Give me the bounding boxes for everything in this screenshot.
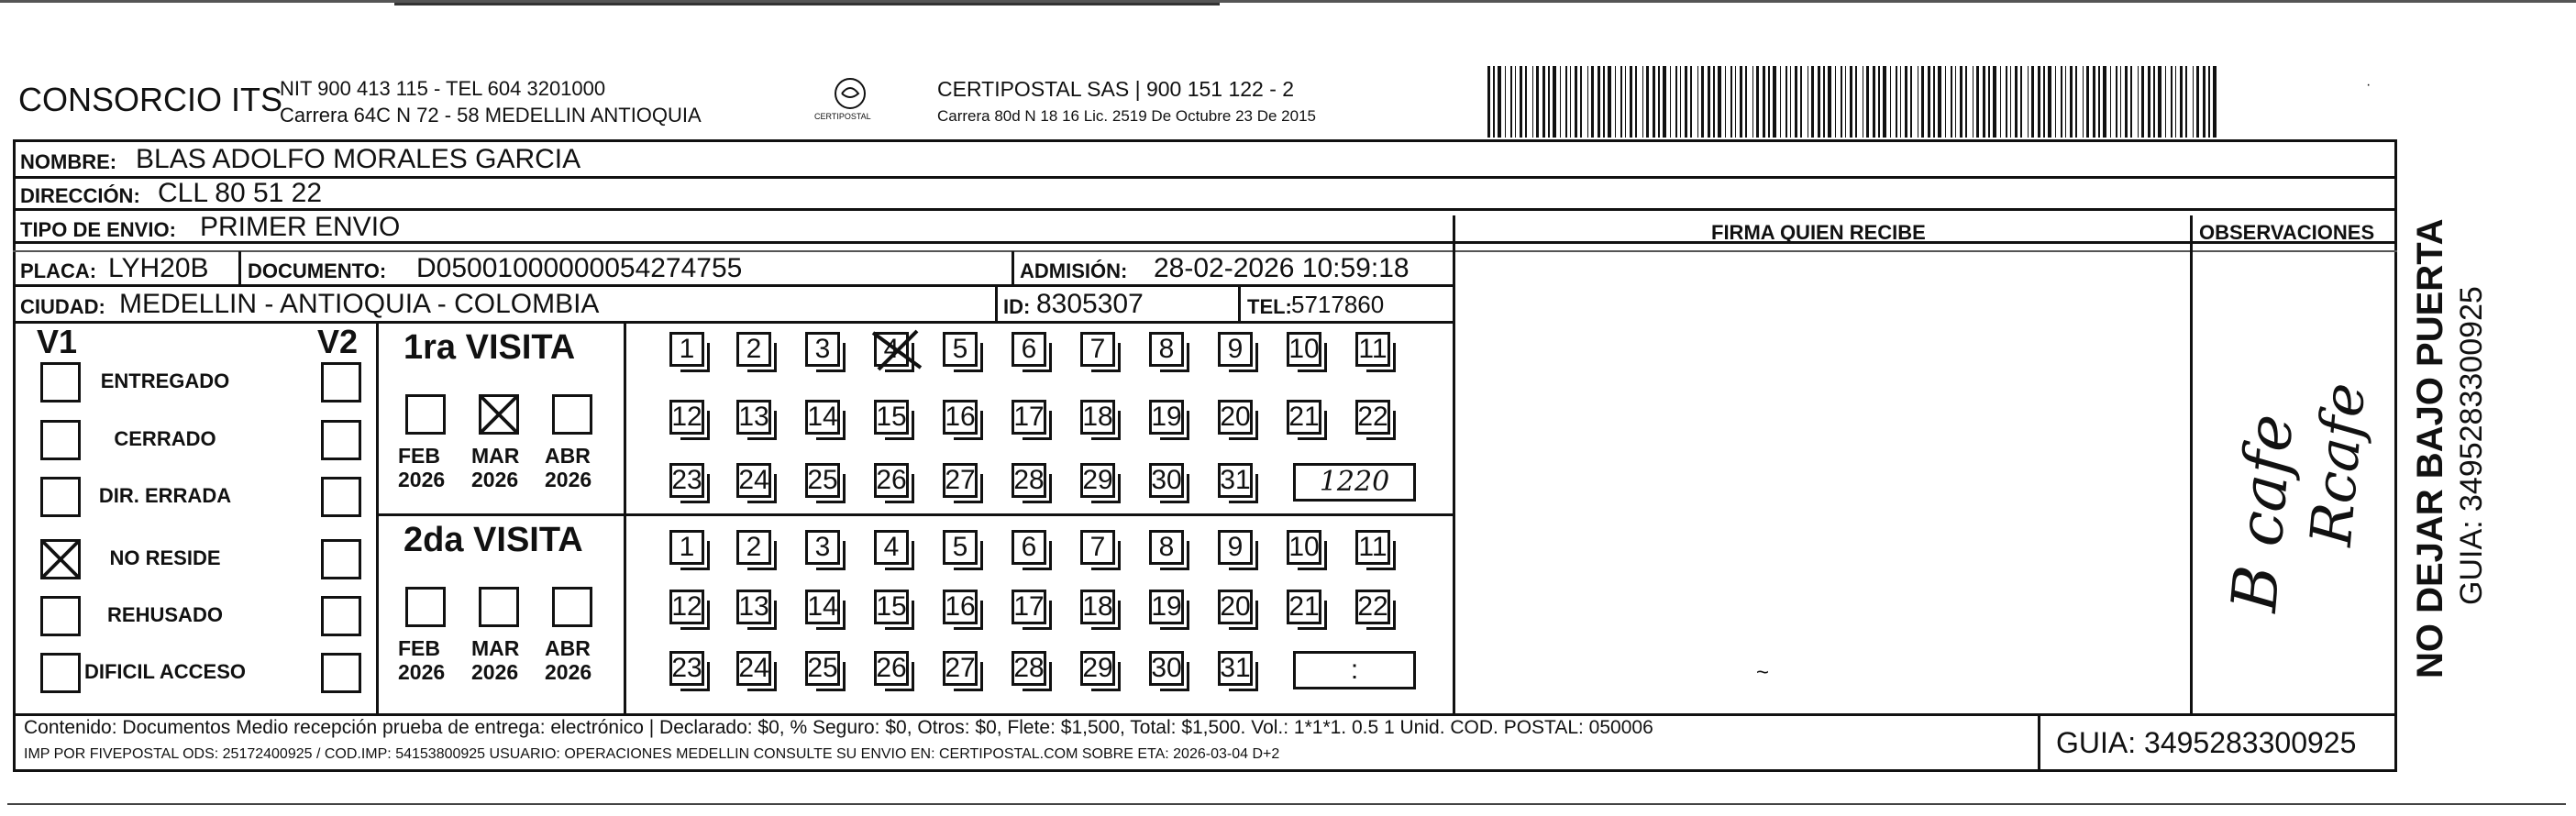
firma-mark: ~	[1756, 660, 1770, 685]
certipostal-line: CERTIPOSTAL SAS | 900 151 122 - 2	[937, 77, 1295, 101]
barcode-bar	[1505, 66, 1506, 138]
day-cell[interactable]: 2	[736, 530, 771, 565]
nombre-label: NOMBRE:	[20, 150, 117, 173]
ciudad-value: MEDELLIN - ANTIOQUIA - COLOMBIA	[119, 289, 600, 319]
barcode-bar	[1786, 66, 1787, 138]
year-label: 2026	[398, 468, 446, 491]
barcode-bar	[2120, 66, 2121, 138]
barcode-bar	[1855, 66, 1857, 138]
barcode-bar	[1542, 66, 1545, 138]
barcode-bar	[1928, 66, 1930, 138]
status-option-label: DIR. ERRADA	[98, 484, 232, 507]
barcode-bar	[1960, 66, 1962, 138]
day-cell[interactable]: 9	[1218, 530, 1253, 565]
admision-label: ADMISIÓN:	[1020, 259, 1128, 282]
first-visit-title: 1ra VISITA	[404, 328, 576, 367]
barcode-bar	[1620, 66, 1622, 138]
barcode-bar	[1823, 66, 1825, 138]
barcode-bar	[1735, 66, 1736, 138]
day-cell[interactable]: 10	[1287, 530, 1321, 565]
barcode-bar	[1591, 66, 1594, 138]
barcode-bar	[2010, 66, 2011, 138]
day-cell[interactable]: 18	[1080, 590, 1115, 624]
barcode-bar	[2180, 66, 2183, 138]
barcode	[1487, 66, 2221, 138]
year-label: 2026	[398, 660, 446, 684]
day-cell[interactable]: 26	[874, 651, 909, 686]
status-option-label: NO RESIDE	[109, 546, 221, 569]
barcode-bar	[1532, 66, 1533, 138]
barcode-bar	[2185, 66, 2187, 138]
day-cell[interactable]: 17	[1012, 400, 1046, 435]
day-cell[interactable]: 2	[736, 332, 771, 367]
v2-checkbox[interactable]	[321, 596, 361, 636]
firma-header: FIRMA QUIEN RECIBE	[1711, 221, 1926, 244]
barcode-bar	[1653, 66, 1655, 138]
admision-value: 28-02-2026 10:59:18	[1154, 253, 1410, 283]
barcode-bar	[1850, 66, 1852, 138]
barcode-bar	[1800, 66, 1802, 138]
barcode-bar	[2098, 66, 2100, 138]
barcode-bar	[1905, 66, 1907, 138]
day-cell[interactable]: 13	[736, 400, 771, 435]
day-cell[interactable]: 8	[1149, 530, 1184, 565]
barcode-bar	[2020, 66, 2022, 138]
barcode-bar	[2116, 66, 2117, 138]
day-cell[interactable]: 12	[669, 590, 704, 624]
barcode-bar	[1520, 66, 1522, 138]
day-cell[interactable]: 3	[805, 530, 840, 565]
documento-label: DOCUMENTO:	[248, 259, 387, 282]
year-label: 2026	[471, 468, 519, 491]
company-name: CONSORCIO ITS	[18, 81, 283, 118]
barcode-bar	[1635, 66, 1637, 138]
month-checkbox[interactable]	[405, 394, 446, 435]
day-cell[interactable]: 15	[874, 400, 909, 435]
barcode-bar	[1625, 66, 1626, 138]
barcode-bar	[2028, 66, 2029, 138]
second-visit-title: 2da VISITA	[404, 521, 583, 559]
barcode-bar	[1818, 66, 1820, 138]
barcode-bar	[2086, 66, 2089, 138]
day-cell[interactable]: 14	[805, 400, 840, 435]
barcode-bar	[2148, 66, 2150, 138]
observaciones-handwriting: B cafe Rcafe	[2218, 380, 2379, 615]
placa-value: LYH20B	[108, 253, 209, 283]
guia-footer: GUIA: 3495283300925	[2056, 726, 2357, 759]
month-checkbox[interactable]	[479, 394, 519, 435]
v2-checkbox[interactable]	[321, 539, 361, 579]
day-cell[interactable]: 23	[669, 463, 704, 498]
barcode-bar	[1603, 66, 1605, 138]
day-cell[interactable]: 30	[1149, 651, 1184, 686]
month-label: FEB	[398, 444, 440, 468]
certipostal-logo	[809, 73, 891, 128]
barcode-bar	[1763, 66, 1765, 138]
day-cell[interactable]: 20	[1218, 400, 1253, 435]
barcode-bar	[2193, 66, 2194, 138]
barcode-bar	[1828, 66, 1831, 138]
barcode-bar	[2083, 66, 2084, 138]
v1-header: V1	[37, 323, 78, 360]
day-cell[interactable]: 4	[874, 530, 909, 565]
barcode-bar	[1642, 66, 1643, 138]
barcode-bar	[1570, 66, 1571, 138]
month-checkbox[interactable]	[479, 587, 519, 627]
barcode-bar	[2065, 66, 2066, 138]
time-box[interactable]: :	[1293, 651, 1416, 689]
barcode-bar	[1580, 66, 1582, 138]
barcode-bar	[1945, 66, 1946, 138]
v2-checkbox[interactable]	[321, 362, 361, 402]
barcode-bar	[2141, 66, 2144, 138]
barcode-bar	[1955, 66, 1956, 138]
barcode-bar	[2203, 66, 2206, 138]
tipo-envio-label: TIPO DE ENVIO:	[20, 218, 176, 241]
day-cell[interactable]: 29	[1080, 651, 1115, 686]
day-cell[interactable]: 30	[1149, 463, 1184, 498]
barcode-bar	[1646, 66, 1649, 138]
barcode-bar	[2006, 66, 2007, 138]
nombre-value: BLAS ADOLFO MORALES GARCIA	[136, 144, 581, 174]
imp-line: IMP POR FIVEPOSTAL ODS: 25172400925 / COD.IMP: 54153800925 USUARIO: OPERACIONES MEDELLIN CONSULTE SU ENVIO EN: CERTIPOSTAL.COM SOBRE ETA: 2026-03-04 D+2	[24, 746, 1280, 762]
barcode-bar	[1988, 66, 1990, 138]
status-option-label: ENTREGADO	[100, 369, 230, 392]
year-label: 2026	[471, 660, 519, 684]
barcode-bar	[2110, 66, 2111, 138]
direccion-label: DIRECCIÓN:	[20, 184, 140, 207]
day-cell[interactable]: 11	[1355, 530, 1390, 565]
barcode-bar	[1701, 66, 1704, 138]
barcode-bar	[1510, 66, 1512, 138]
barcode-bar	[1663, 66, 1666, 138]
month-checkbox[interactable]	[405, 587, 446, 627]
barcode-bar	[1675, 66, 1677, 138]
day-cell[interactable]: 21	[1287, 590, 1321, 624]
barcode-bar	[1598, 66, 1600, 138]
nit-line: NIT 900 413 115 - TEL 604 3201000	[280, 77, 606, 100]
barcode-bar	[1835, 66, 1836, 138]
certipostal-address: Carrera 80d N 18 16 Lic. 2519 De Octubre 23 De 2015	[937, 107, 1316, 125]
barcode-bar	[1745, 66, 1747, 138]
barcode-bar	[2103, 66, 2106, 138]
barcode-bar	[1575, 66, 1577, 138]
barcode-bar	[2125, 66, 2128, 138]
barcode-bar	[1608, 66, 1611, 138]
ciudad-label: CIUDAD:	[20, 295, 105, 318]
barcode-bar	[1487, 66, 1490, 138]
day-cell[interactable]: 27	[943, 651, 978, 686]
no-dejar-bajo-puerta: NO DEJAR BAJO PUERTA	[2410, 218, 2450, 678]
day-cell[interactable]: 20	[1218, 590, 1253, 624]
barcode-bar	[2055, 66, 2056, 138]
barcode-bar	[2093, 66, 2095, 138]
barcode-bar	[1670, 66, 1671, 138]
day-cell[interactable]: 7	[1080, 332, 1115, 367]
barcode-bar	[1841, 66, 1842, 138]
barcode-bar	[1553, 66, 1556, 138]
barcode-bar	[1740, 66, 1742, 138]
month-checkbox[interactable]	[552, 587, 592, 627]
barcode-bar	[1560, 66, 1561, 138]
id-label: ID:	[1003, 295, 1031, 318]
status-option-label: REHUSADO	[107, 603, 223, 626]
barcode-bar	[1725, 66, 1726, 138]
tipo-envio-value: PRIMER ENVIO	[200, 212, 401, 242]
barcode-bar	[1780, 66, 1781, 138]
day-cell[interactable]: 29	[1080, 463, 1115, 498]
tel-value: 5717860	[1291, 291, 1385, 318]
day-cell[interactable]: 13	[736, 590, 771, 624]
barcode-bar	[2165, 66, 2166, 138]
barcode-bar	[1921, 66, 1924, 138]
day-cell[interactable]: 27	[943, 463, 978, 498]
barcode-bar	[1976, 66, 1979, 138]
day-cell[interactable]: 23	[669, 651, 704, 686]
day-cell[interactable]: 21	[1287, 400, 1321, 435]
barcode-bar	[1630, 66, 1632, 138]
top-scan-mark	[394, 3, 1220, 6]
day-cell[interactable]: 24	[736, 651, 771, 686]
barcode-bar	[1548, 66, 1550, 138]
barcode-bar	[1756, 66, 1759, 138]
barcode-bar	[1680, 66, 1681, 138]
day-cell[interactable]: 6	[1012, 530, 1046, 565]
logo-text: CERTIPOSTAL	[814, 112, 871, 121]
v2-checkbox[interactable]	[321, 653, 361, 693]
barcode-bar	[1890, 66, 1891, 138]
day-cell[interactable]: 1	[669, 332, 704, 367]
barcode-bar	[2000, 66, 2001, 138]
day-cell[interactable]: 26	[874, 463, 909, 498]
barcode-bar	[1685, 66, 1687, 138]
barcode-bar	[1845, 66, 1846, 138]
day-cell[interactable]: 5	[943, 332, 978, 367]
day-cell[interactable]: 16	[943, 400, 978, 435]
barcode-bar	[1718, 66, 1721, 138]
barcode-bar	[2048, 66, 2051, 138]
barcode-bar	[1965, 66, 1967, 138]
barcode-bar	[1993, 66, 1996, 138]
barcode-bar	[2015, 66, 2018, 138]
day-cell[interactable]: 6	[1012, 332, 1046, 367]
barcode-bar	[2061, 66, 2062, 138]
content-line: Contenido: Documentos Medio recepción prueba de entrega: electrónico | Declarado: $0, % Seguro: $0, Otros: $0, Flete: $1,500, Total: $1,500. Vol.: 1*1*1. 0.5 1 Unid. COD. POSTAL: 050006	[24, 717, 1653, 738]
barcode-bar	[2031, 66, 2034, 138]
barcode-bar	[1498, 66, 1501, 138]
month-label: ABR	[545, 636, 591, 660]
v2-checkbox[interactable]	[321, 420, 361, 460]
company-address: Carrera 64C N 72 - 58 MEDELLIN ANTIOQUIA	[280, 104, 702, 127]
year-label: 2026	[545, 468, 592, 491]
barcode-bar	[1536, 66, 1539, 138]
barcode-bar	[2043, 66, 2045, 138]
day-cell[interactable]: 22	[1355, 590, 1390, 624]
barcode-bar	[1866, 66, 1869, 138]
day-cell[interactable]: 31	[1218, 651, 1253, 686]
barcode-bar	[1730, 66, 1732, 138]
v2-header: V2	[317, 323, 359, 360]
barcode-bar	[1900, 66, 1901, 138]
barcode-bar	[1811, 66, 1814, 138]
day-cell[interactable]: 8	[1149, 332, 1184, 367]
day-cell[interactable]: 24	[736, 463, 771, 498]
barcode-bar	[1587, 66, 1588, 138]
barcode-bar	[1493, 66, 1495, 138]
barcode-bar	[2208, 66, 2210, 138]
barcode-bar	[1708, 66, 1710, 138]
scan-dot: ·	[2366, 77, 2371, 93]
barcode-bar	[1795, 66, 1797, 138]
day-cell[interactable]: 7	[1080, 530, 1115, 565]
day-cell[interactable]: 16	[943, 590, 978, 624]
day-cell[interactable]: 17	[1012, 590, 1046, 624]
day-cell[interactable]: 15	[874, 590, 909, 624]
month-label: ABR	[545, 444, 591, 468]
barcode-bar	[1790, 66, 1791, 138]
month-label: FEB	[398, 636, 440, 660]
day-cell[interactable]: 19	[1149, 590, 1184, 624]
barcode-bar	[2130, 66, 2132, 138]
barcode-bar	[1878, 66, 1880, 138]
barcode-bar	[1951, 66, 1952, 138]
day-cell[interactable]: 12	[669, 400, 704, 435]
barcode-bar	[1713, 66, 1715, 138]
barcode-bar	[1896, 66, 1897, 138]
barcode-bar	[2138, 66, 2139, 138]
documento-value: D05001000000054274755	[416, 253, 743, 283]
barcode-bar	[1873, 66, 1875, 138]
day-cell[interactable]: 25	[805, 463, 840, 498]
month-label: MAR	[471, 444, 520, 468]
barcode-bar	[2213, 66, 2217, 138]
status-option-label: CERRADO	[114, 427, 216, 450]
day-cell[interactable]: 18	[1080, 400, 1115, 435]
barcode-bar	[2196, 66, 2199, 138]
barcode-bar	[1565, 66, 1567, 138]
year-label: 2026	[545, 660, 592, 684]
barcode-bar	[2175, 66, 2176, 138]
barcode-bar	[1983, 66, 1985, 138]
top-scan-edge	[0, 0, 2576, 3]
tel-label: TEL:	[1247, 295, 1292, 318]
day-cell[interactable]: 1	[669, 530, 704, 565]
barcode-bar	[1938, 66, 1941, 138]
barcode-bar	[2038, 66, 2040, 138]
day-cell[interactable]: 14	[805, 590, 840, 624]
barcode-bar	[1773, 66, 1776, 138]
placa-label: PLACA:	[20, 259, 97, 282]
barcode-bar	[2075, 66, 2077, 138]
day-cell[interactable]: 3	[805, 332, 840, 367]
day-cell[interactable]: 11	[1355, 332, 1390, 367]
barcode-bar	[1910, 66, 1912, 138]
barcode-bar	[2171, 66, 2172, 138]
bottom-scan-edge	[7, 803, 2566, 805]
barcode-bar	[1883, 66, 1886, 138]
day-cell[interactable]: 31	[1218, 463, 1253, 498]
day-cell[interactable]: 4	[874, 332, 909, 367]
month-label: MAR	[471, 636, 520, 660]
barcode-bar	[2070, 66, 2073, 138]
status-option-label: DIFICIL ACCESO	[83, 660, 246, 683]
barcode-bar	[1525, 66, 1527, 138]
time-box[interactable]: 1220	[1293, 463, 1416, 502]
day-cell[interactable]: 9	[1218, 332, 1253, 367]
id-value: 8305307	[1036, 289, 1144, 319]
direccion-value: CLL 80 51 22	[158, 178, 323, 208]
observaciones-header: OBSERVACIONES	[2199, 221, 2375, 244]
barcode-bar	[1752, 66, 1753, 138]
barcode-bar	[1690, 66, 1692, 138]
barcode-bar	[1933, 66, 1935, 138]
side-guia: GUIA: 3495283300925	[2454, 286, 2489, 605]
barcode-bar	[1615, 66, 1616, 138]
barcode-bar	[1658, 66, 1660, 138]
day-cell[interactable]: 28	[1012, 651, 1046, 686]
day-cell[interactable]: 28	[1012, 463, 1046, 498]
v2-checkbox[interactable]	[321, 477, 361, 517]
day-cell[interactable]: 25	[805, 651, 840, 686]
day-cell[interactable]: 10	[1287, 332, 1321, 367]
day-cell[interactable]: 19	[1149, 400, 1184, 435]
barcode-bar	[1515, 66, 1516, 138]
barcode-bar	[1697, 66, 1698, 138]
day-cell[interactable]: 5	[943, 530, 978, 565]
barcode-bar	[2158, 66, 2161, 138]
barcode-bar	[2153, 66, 2155, 138]
month-checkbox[interactable]	[552, 394, 592, 435]
barcode-bar	[1768, 66, 1770, 138]
day-cell[interactable]: 22	[1355, 400, 1390, 435]
